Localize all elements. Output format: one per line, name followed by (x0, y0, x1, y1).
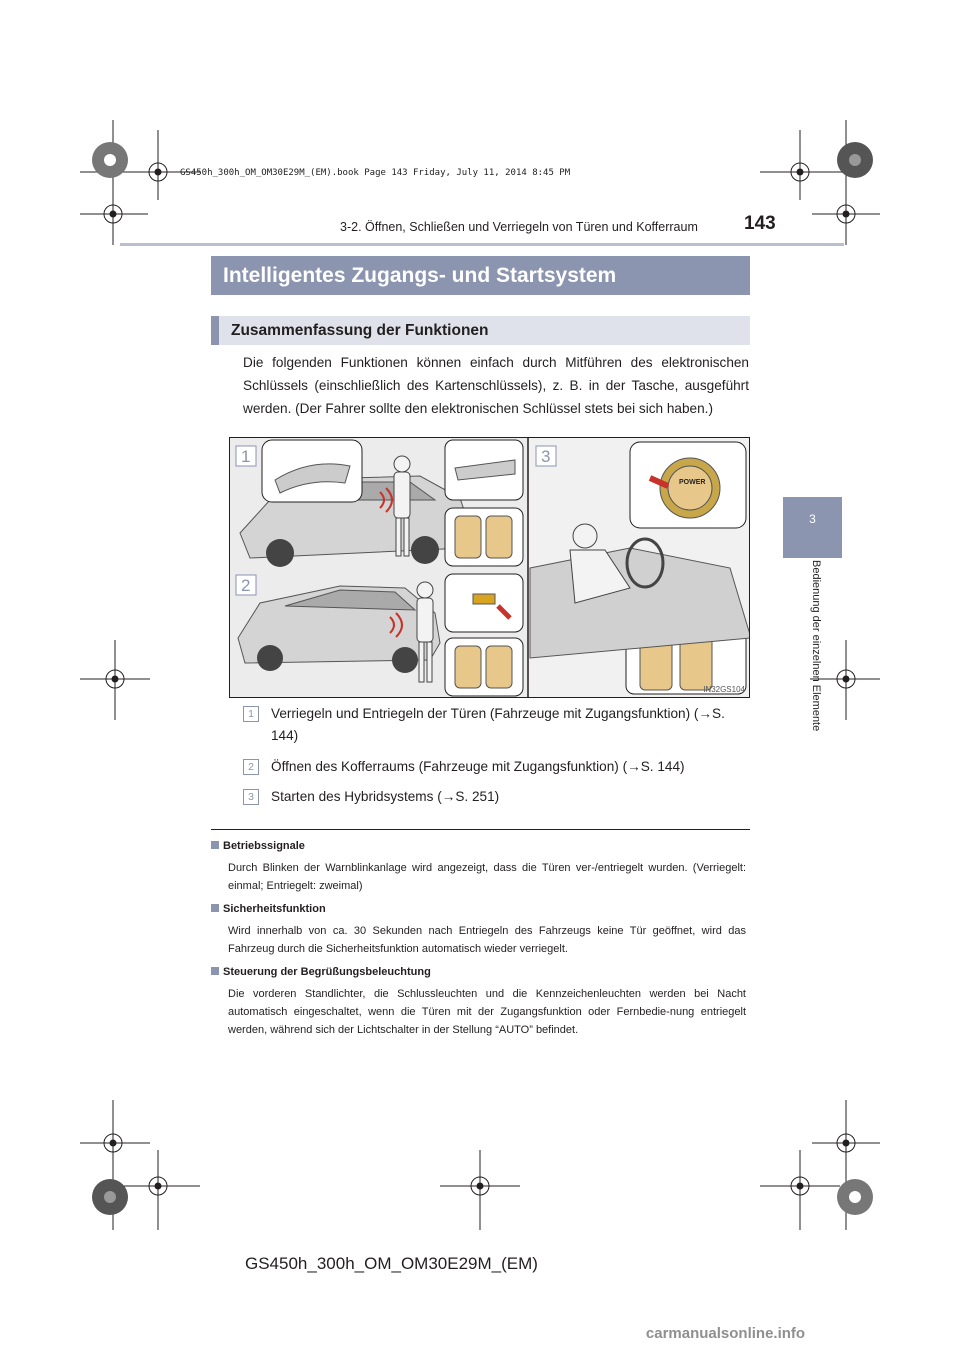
callout-2: 2 (241, 576, 251, 595)
watermark: carmanualsonline.info (645, 1325, 806, 1342)
page-number: 143 (744, 213, 776, 234)
svg-text:POWER: POWER (679, 479, 706, 486)
power-button-inset (630, 442, 746, 528)
square-bullet-icon (211, 904, 219, 912)
print-header: GS450h_300h_OM_OM30E29M_(EM).book Page 143 Friday, July 11, 2014 8:45 PM (180, 168, 571, 178)
note-title-sicherheitsfunktion: Sicherheitsfunktion (211, 903, 326, 915)
subsection-title: Zusammenfassung der Funktionen (211, 316, 750, 345)
square-bullet-icon (211, 841, 219, 849)
illustration-svg (230, 438, 750, 698)
legend-text: Verriegeln und Entriegeln der Türen (Fahrzeuge mit Zugangsfunktion) (→S. 144) (271, 706, 725, 743)
legend-text: Öffnen des Kofferraums (Fahrzeuge mit Zugangsfunktion) (→S. 144) (271, 759, 685, 774)
note-body-betriebssignale: Durch Blinken der Warnblinkanlage wird angezeigt, dass die Türen ver-/entriegelt wurden. (Verriegelt: einmal; Entriegelt: zweimal) (228, 862, 746, 892)
notes-divider (211, 829, 750, 830)
legend-number: 1 (243, 706, 259, 722)
chapter-label (783, 560, 842, 775)
legend-number: 3 (243, 789, 259, 805)
note-body-begruessungsbeleuchtung: Die vorderen Standlichter, die Schlussleuchten und die Kennzeichenleuchten werden bei Nacht automatisch eingeschaltet, wenn die Türen mit der Zugangsfunktion oder Fernbedie-nung entriegelt werden, während sich der Lichtschalter in der Stellung “AUTO” befindet. (228, 988, 746, 1036)
chapter-title: Bedienung der einzelnen Elemente (810, 560, 822, 732)
note-title-begruessungsbeleuchtung: Steuerung der Begrüßungsbeleuchtung (211, 966, 431, 978)
section-title: 3-2. Öffnen, Schließen und Verriegeln von Türen und Kofferraum (340, 220, 698, 234)
note-title-betriebssignale: Betriebssignale (211, 840, 305, 852)
legend-text: Starten des Hybridsystems (→S. 251) (271, 789, 500, 804)
intro-paragraph: Die folgenden Funktionen können einfach durch Mitführen des elektronischen Schlüssels (einschließlich des Kartenschlüssels), z. B. in der Tasche, ausgeführt werden. (Der Fahrer sollte den elektronischen Schlüssel stets bei sich haben.) (243, 355, 749, 416)
function-illustration (229, 437, 750, 698)
note-body-sicherheitsfunktion: Wird innerhalb von ca. 30 Sekunden nach Entriegeln des Fahrzeugs keine Tür geöffnet, wird das Fahrzeug durch die Sicherheitsfunktion automatisch wieder verriegelt. (228, 925, 746, 955)
legend-number: 2 (243, 759, 259, 775)
page-title: Intelligentes Zugangs- und Startsystem (211, 256, 750, 295)
callout-1: 1 (241, 447, 251, 466)
footer-code: GS450h_300h_OM_OM30E29M_(EM) (245, 1254, 538, 1273)
header-rule (120, 243, 844, 246)
interior-illustration (530, 524, 750, 658)
chapter-tab (783, 497, 842, 558)
figure-code: IN32GS104 (703, 685, 745, 694)
square-bullet-icon (211, 967, 219, 975)
callout-3: 3 (541, 447, 551, 466)
chapter-number: 3 (809, 512, 816, 526)
